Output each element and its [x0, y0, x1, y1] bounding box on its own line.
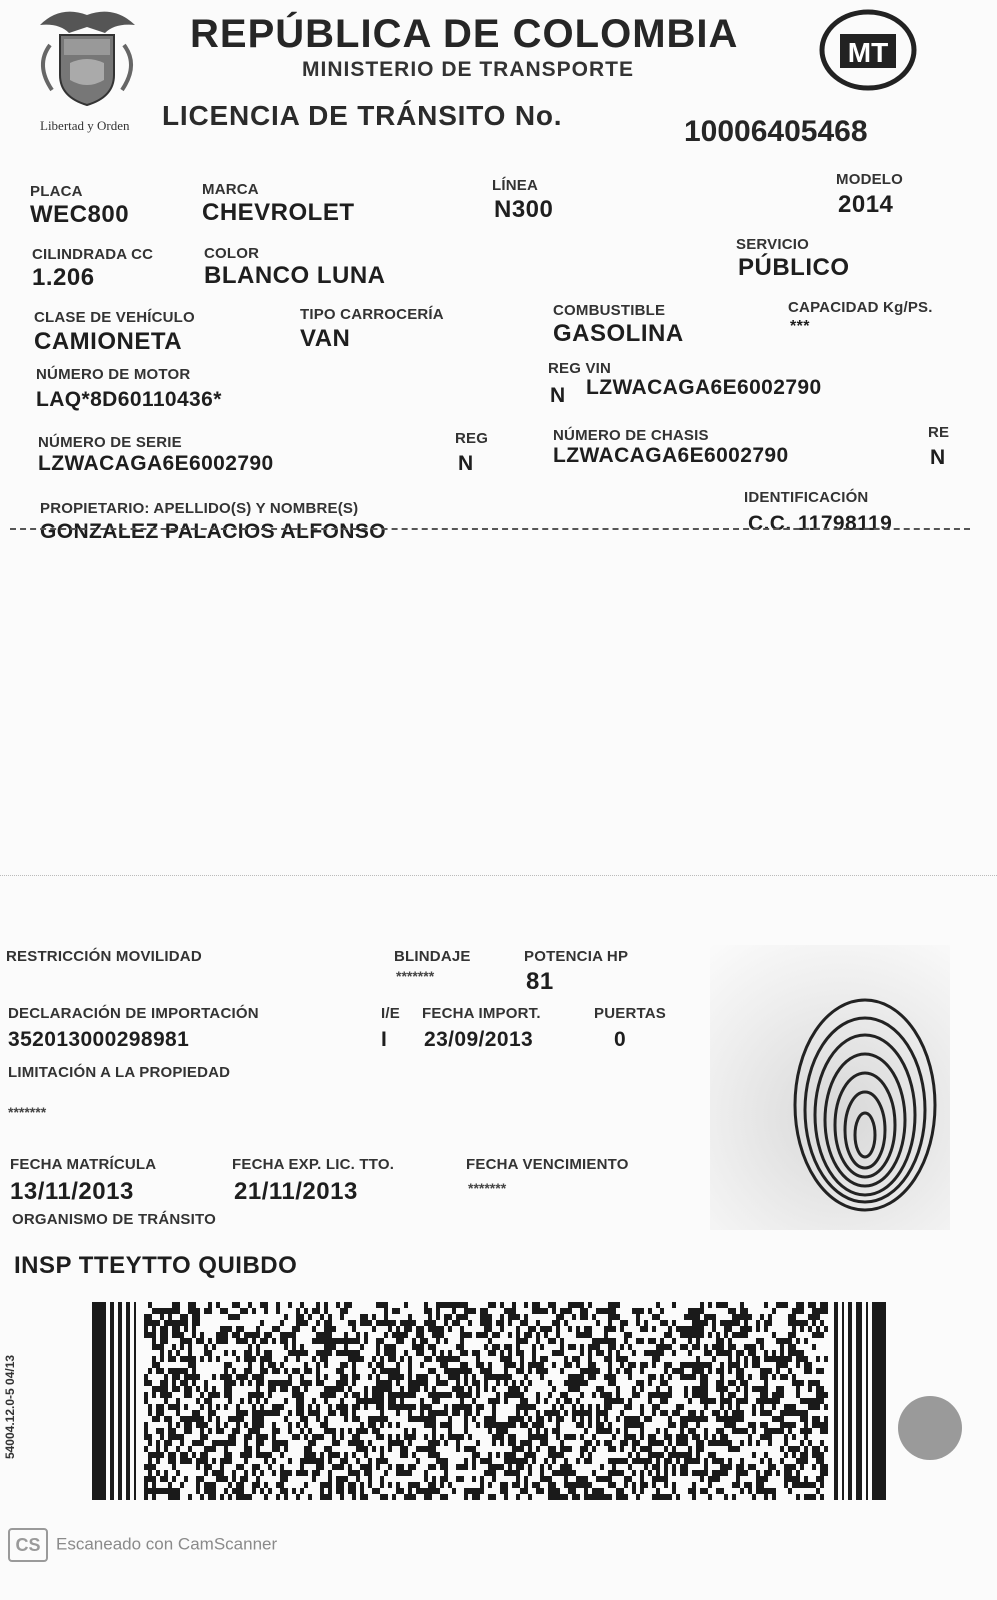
color-label: COLOR: [204, 245, 260, 262]
placa-value: WEC800: [30, 201, 130, 228]
color-value: BLANCO LUNA: [204, 262, 386, 289]
blindaje-label: BLINDAJE: [394, 948, 471, 965]
puertas-label: PUERTAS: [594, 1005, 666, 1022]
country-title: REPÚBLICA DE COLOMBIA: [190, 12, 739, 56]
servicio-value: PÚBLICO: [738, 254, 850, 281]
marca-label: MARCA: [202, 181, 259, 198]
potencia-label: POTENCIA HP: [524, 948, 629, 965]
placa-label: PLACA: [30, 183, 83, 200]
clase-value: CAMIONETA: [34, 328, 183, 355]
limitacion-value: *******: [8, 1104, 47, 1120]
identificacion-label: IDENTIFICACIÓN: [744, 489, 869, 506]
camscanner-text: Escaneado con CamScanner: [56, 1534, 278, 1554]
license-title: LICENCIA DE TRÁNSITO No.: [162, 100, 563, 131]
ie-value: I: [381, 1028, 388, 1051]
limitacion-label: LIMITACIÓN A LA PROPIEDAD: [8, 1064, 231, 1081]
side-code: 54004.12.0-5 04/13: [3, 1354, 17, 1460]
hole-punch: [898, 1396, 962, 1460]
modelo-value: 2014: [838, 191, 894, 218]
propietario-label: PROPIETARIO: APELLIDO(S) Y NOMBRE(S): [40, 500, 359, 517]
fecha-import-label: FECHA IMPORT.: [422, 1005, 541, 1022]
fecha-exp-label: FECHA EXP. LIC. TTO.: [232, 1156, 395, 1173]
reg-serie-label: REG: [455, 430, 489, 447]
camscanner-footer: [8, 1528, 277, 1562]
puertas-value: 0: [614, 1028, 627, 1051]
reg-vin-label: REG VIN: [548, 360, 612, 377]
linea-label: LÍNEA: [492, 177, 538, 194]
owner-divider: [10, 528, 970, 530]
fecha-matricula-value: 13/11/2013: [10, 1178, 134, 1205]
fecha-venc-label: FECHA VENCIMIENTO: [466, 1156, 629, 1173]
carroceria-value: VAN: [300, 325, 351, 352]
fingerprint-image: [710, 945, 950, 1230]
motto: Libertad y Orden: [40, 118, 130, 133]
ie-label: I/E: [381, 1005, 400, 1022]
clase-label: CLASE DE VEHÍCULO: [34, 309, 195, 326]
license-number: 10006405468: [684, 115, 868, 148]
motor-label: NÚMERO DE MOTOR: [36, 366, 191, 383]
importacion-value: 352013000298981: [8, 1028, 190, 1051]
fecha-import-value: 23/09/2013: [424, 1028, 534, 1051]
cilindrada-label: CILINDRADA CC: [32, 246, 154, 263]
fecha-venc-value: *******: [468, 1180, 507, 1196]
reg-vin-flag: N: [550, 384, 566, 407]
potencia-value: 81: [526, 968, 554, 995]
reg-chasis-label: RE: [928, 424, 950, 441]
cilindrada-value: 1.206: [32, 264, 95, 291]
fecha-exp-value: 21/11/2013: [234, 1178, 358, 1205]
camscanner-logo: CS: [8, 1528, 48, 1562]
carroceria-label: TIPO CARROCERÍA: [300, 306, 444, 323]
svg-text:MT: MT: [847, 37, 889, 68]
serie-label: NÚMERO DE SERIE: [38, 434, 182, 451]
identificacion-value: C.C. 11798119: [748, 512, 893, 535]
organismo-label: ORGANISMO DE TRÁNSITO: [12, 1211, 216, 1228]
chasis-value: LZWACAGA6E6002790: [553, 444, 789, 467]
linea-value: N300: [494, 196, 554, 223]
motor-value: LAQ*8D60110436*: [36, 388, 222, 411]
mt-logo: [818, 8, 918, 92]
reg-serie-value: N: [458, 452, 474, 475]
ministry-title: MINISTERIO DE TRANSPORTE: [302, 58, 635, 81]
fecha-matricula-label: FECHA MATRÍCULA: [10, 1156, 157, 1173]
propietario-value: GONZALEZ PALACIOS ALFONSO: [40, 520, 386, 543]
modelo-label: MODELO: [836, 171, 904, 188]
servicio-label: SERVICIO: [736, 236, 810, 253]
chasis-label: NÚMERO DE CHASIS: [553, 427, 709, 444]
blindaje-value: *******: [396, 968, 435, 984]
restriccion-label: RESTRICCIÓN MOVILIDAD: [6, 948, 202, 965]
fold-line: [0, 875, 997, 876]
capacidad-value: ***: [790, 318, 810, 335]
pdf417-barcode: [92, 1302, 892, 1500]
combustible-value: GASOLINA: [553, 320, 684, 347]
reg-vin-value: LZWACAGA6E6002790: [586, 376, 822, 399]
organismo-value: INSP TTEYTTO QUIBDO: [14, 1252, 298, 1279]
importacion-label: DECLARACIÓN DE IMPORTACIÓN: [8, 1005, 259, 1022]
coat-of-arms-emblem: [30, 5, 145, 110]
serie-value: LZWACAGA6E6002790: [38, 452, 274, 475]
capacidad-label: CAPACIDAD Kg/PS.: [788, 299, 933, 316]
reg-chasis-value: N: [930, 446, 946, 469]
marca-value: CHEVROLET: [202, 199, 355, 226]
combustible-label: COMBUSTIBLE: [553, 302, 666, 319]
